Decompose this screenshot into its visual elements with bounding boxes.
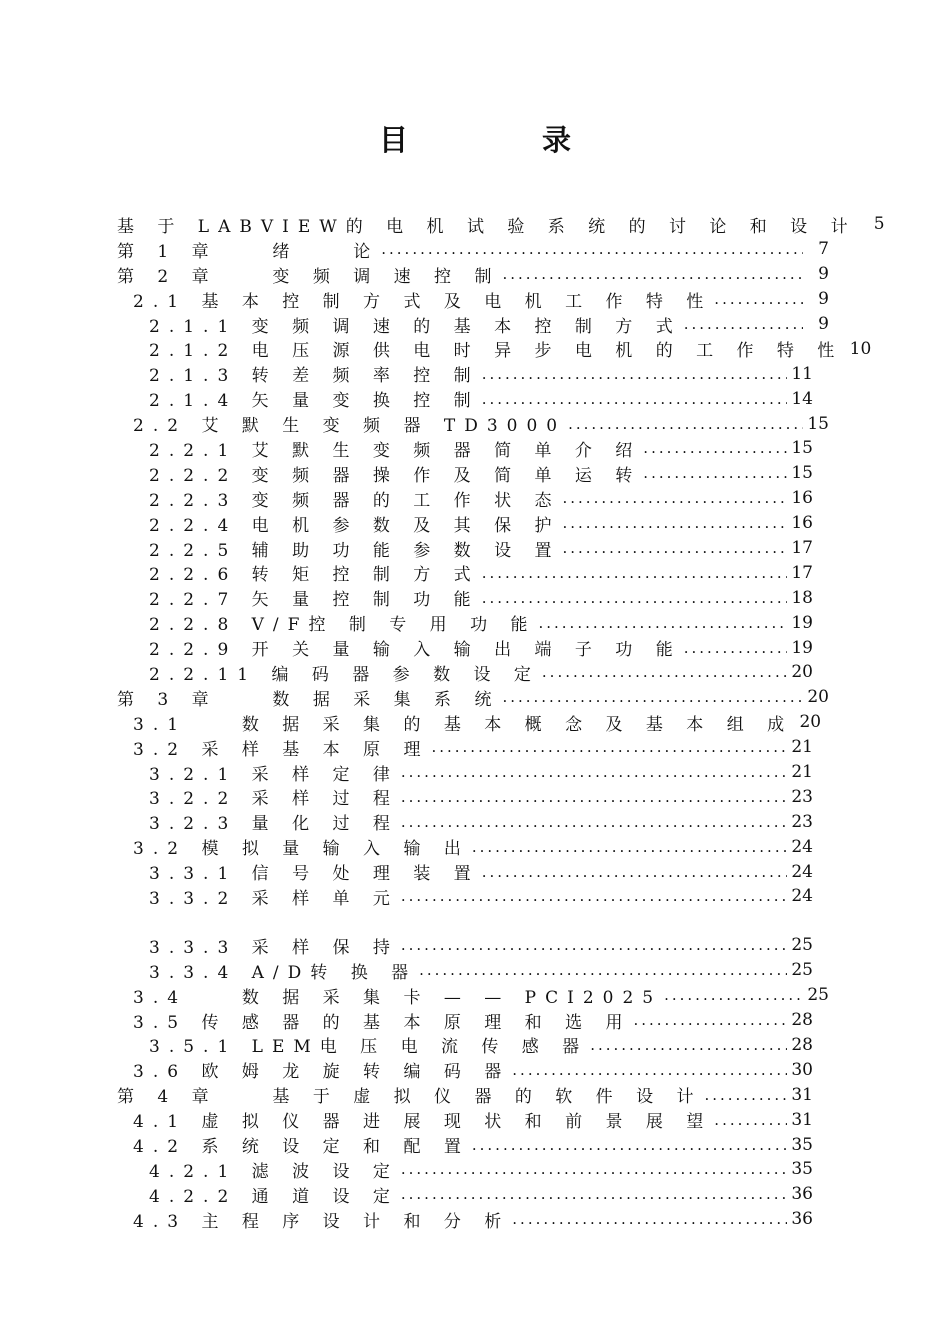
toc-entry-page: 21: [791, 762, 813, 783]
toc-entry-title: 2.1 基 本 控 制 方 式 及 电 机 工 作 特 性: [133, 291, 713, 312]
toc-dot-leader: [704, 1086, 787, 1104]
toc-entry[interactable]: [117, 834, 829, 859]
toc-entry-title: 3.2 采 样 基 本 原 理: [133, 739, 430, 760]
toc-entry[interactable]: [117, 486, 829, 511]
toc-entry-title: 第 2 章 变 频 调 速 控 制: [117, 266, 501, 287]
toc-entry-page: 5: [873, 214, 885, 235]
toc-dot-leader: [684, 315, 803, 333]
toc-entry[interactable]: [117, 436, 829, 461]
toc-entry-page: 31: [791, 1109, 813, 1130]
toc-entry-page: 16: [791, 488, 813, 509]
toc-entry[interactable]: [117, 710, 829, 735]
toc-entry[interactable]: [117, 1008, 829, 1033]
toc-entry[interactable]: [117, 262, 829, 287]
toc-entry[interactable]: [117, 461, 829, 486]
toc-entry[interactable]: [117, 809, 829, 834]
toc-entry-title: 2.2.1 艾 默 生 变 频 器 简 单 介 绍: [149, 440, 642, 461]
toc-entry-page: 24: [791, 861, 813, 882]
toc-entry-title: 基 于 LABVIEW的 电 机 试 验 系 统 的 讨 论 和 设 计: [117, 216, 857, 237]
toc-entry-title: 2.2.9 开 关 量 输 入 输 出 端 子 功 能: [149, 640, 682, 661]
toc-entry-title: 第 4 章 基 于 虚 拟 仪 器 的 软 件 设 计: [117, 1087, 703, 1108]
toc-entry[interactable]: [117, 336, 872, 362]
toc-dot-leader: [643, 464, 787, 482]
toc-entry-page: 30: [791, 1059, 813, 1080]
toc-entry-page: 18: [791, 587, 813, 608]
toc-entry-title: 3.3.2 采 样 单 元: [149, 889, 399, 909]
toc-entry-title: 2.1.3 转 差 频 率 控 制: [149, 366, 480, 387]
toc-entry-page: 35: [791, 1134, 813, 1155]
toc-entry-page: 17: [791, 562, 813, 583]
toc-dot-leader: [714, 1111, 787, 1129]
toc-entry-title: 3.2.3 量 化 过 程: [149, 814, 399, 835]
toc-entry-page: 21: [791, 737, 813, 758]
toc-entry-page: 36: [791, 1184, 813, 1205]
toc-entry-title: 3.5 传 感 器 的 基 本 原 理 和 选 用: [133, 1012, 632, 1033]
toc-entry-page: 28: [791, 1010, 813, 1031]
toc-entry-title: 3.2.2 采 样 过 程: [149, 789, 399, 810]
toc-entry[interactable]: [117, 536, 829, 561]
toc-entry-title: 3.2 模 拟 量 输 入 输 出: [133, 839, 470, 860]
toc-dot-leader: [419, 961, 787, 979]
toc-entry-title: 3.3.3 采 样 保 持: [149, 937, 399, 958]
toc-entry[interactable]: [117, 760, 829, 785]
toc-entry[interactable]: [117, 287, 829, 312]
toc-entry[interactable]: [117, 361, 829, 386]
toc-entry[interactable]: [117, 1082, 829, 1107]
toc-dot-leader: [482, 863, 787, 881]
toc-entry-page: 19: [791, 612, 813, 633]
toc-entry-title: 2.2.2 变 频 器 操 作 及 简 单 运 转: [149, 465, 642, 486]
toc-entry-page: 20: [799, 712, 822, 733]
toc-entry-page: 25: [791, 960, 813, 981]
toc-entry-page: 15: [807, 413, 829, 434]
toc-dot-leader: [538, 614, 787, 632]
toc-entry-page: 23: [791, 786, 813, 807]
toc-entry-page: 31: [791, 1084, 813, 1105]
toc-entry[interactable]: [117, 386, 829, 411]
toc-entry-title: 2.2.6 转 矩 控 制 方 式: [149, 565, 480, 586]
toc-entry-title: 2.2.5 辅 助 功 能 参 数 设 置: [149, 540, 561, 561]
toc-entry-title: 2.2 艾 默 生 变 频 器 TD3000: [133, 416, 567, 437]
toc-entry-title: 4.2.1 滤 波 设 定: [149, 1161, 399, 1182]
toc-entry[interactable]: [117, 1182, 829, 1207]
toc-dot-leader: [502, 688, 803, 706]
toc-entry-page: 24: [791, 886, 813, 907]
toc-entry[interactable]: [117, 237, 829, 262]
toc-entry-title: 3.3.1 信 号 处 理 装 置: [149, 864, 480, 885]
toc-dot-leader: [542, 663, 787, 681]
toc-entry-title: 4.2.2 通 道 设 定: [149, 1186, 399, 1207]
toc-entry-title: 2.2.11 编 码 器 参 数 设 定: [149, 664, 540, 685]
toc-entry-title: 3.3.4 A/D转 换 器: [149, 962, 418, 983]
toc-entry-title: 2.1.2 电 压 源 供 电 时 异 步 电 机 的 工 作 特 性: [149, 341, 844, 362]
toc-dot-leader: [401, 813, 787, 831]
table-of-contents: [117, 212, 885, 1232]
toc-entry-page: 24: [791, 836, 813, 857]
toc-entry-page: 14: [791, 388, 813, 409]
toc-entry[interactable]: [117, 411, 829, 436]
toc-dot-leader: [563, 514, 788, 532]
toc-entry-page: 28: [791, 1034, 813, 1055]
toc-entry[interactable]: [117, 312, 829, 337]
toc-entry-page: 19: [791, 637, 813, 658]
toc-dot-leader: [590, 1036, 787, 1054]
toc-entry-page: 36: [791, 1209, 813, 1230]
toc-dot-leader: [401, 763, 787, 781]
toc-entry[interactable]: [117, 1057, 829, 1082]
toc-entry[interactable]: [117, 1207, 829, 1232]
toc-entry-title: 第 3 章 数 据 采 集 系 统: [117, 689, 501, 710]
toc-dot-leader: [568, 415, 803, 433]
toc-entry[interactable]: [117, 1033, 829, 1058]
toc-entry-page: 9: [818, 314, 829, 334]
toc-dot-leader: [643, 439, 787, 457]
toc-entry-title: 3.5.1 LEM电 压 电 流 传 感 器: [149, 1037, 589, 1058]
toc-entry-title: 4.1 虚 拟 仪 器 进 展 现 状 和 前 景 展 望: [133, 1112, 713, 1133]
toc-entry-title: 2.2.3 变 频 器 的 工 作 状 态: [149, 490, 561, 511]
toc-entry[interactable]: [117, 560, 829, 585]
toc-entry-page: 25: [807, 985, 829, 1006]
toc-entry-page: 20: [807, 687, 829, 708]
toc-entry-title: 第 1 章 绪 论: [117, 241, 380, 262]
toc-dot-leader: [714, 290, 803, 308]
toc-dot-leader: [482, 564, 787, 582]
toc-entry[interactable]: [117, 660, 829, 685]
toc-dot-leader: [401, 1185, 787, 1203]
toc-entry-title: 3.4 数 据 采 集 卡 — — PCI2025: [133, 987, 663, 1008]
toc-entry-title: 3.2.1 采 样 定 律: [149, 764, 399, 785]
toc-entry[interactable]: [117, 585, 829, 610]
toc-entry[interactable]: [117, 610, 829, 635]
toc-entry-title: 4.3 主 程 序 设 计 和 分 析: [133, 1211, 511, 1232]
toc-entry-title: 3.1 数 据 采 集 的 基 本 概 念 及 基 本 组 成: [133, 714, 794, 735]
toc-entry-title: 4.2 系 统 设 定 和 配 置: [133, 1137, 470, 1158]
toc-dot-leader: [472, 838, 787, 856]
toc-dot-leader: [633, 1011, 787, 1029]
toc-entry-page: 9: [818, 289, 829, 310]
toc-entry-page: 23: [791, 811, 813, 832]
toc-entry[interactable]: [117, 1157, 829, 1182]
toc-entry[interactable]: [117, 735, 829, 760]
toc-entry-page: 16: [791, 513, 813, 534]
toc-entry[interactable]: [117, 884, 829, 909]
toc-dot-leader: [563, 489, 788, 507]
toc-entry[interactable]: [117, 685, 829, 710]
toc-entry-title: 2.2.8 V/F控 制 专 用 功 能: [149, 615, 537, 636]
toc-entry[interactable]: [117, 635, 829, 660]
toc-dot-leader: [482, 365, 787, 383]
toc-entry-title: 2.2.4 电 机 参 数 及 其 保 护: [149, 515, 561, 536]
toc-dot-leader: [512, 1061, 787, 1079]
toc-entry-page: 11: [791, 363, 813, 384]
toc-dot-leader: [512, 1210, 787, 1228]
toc-entry-page: 25: [791, 935, 813, 956]
toc-entry-page: 20: [791, 662, 813, 683]
toc-dot-leader: [381, 240, 803, 258]
toc-entry[interactable]: [117, 1107, 829, 1132]
toc-dot-leader: [482, 589, 787, 607]
toc-entry-page: 9: [818, 264, 829, 285]
toc-entry-page: 35: [791, 1159, 813, 1180]
toc-dot-leader: [401, 936, 787, 954]
toc-entry-page: 10: [849, 338, 872, 359]
toc-entry[interactable]: [117, 983, 829, 1008]
toc-entry-page: 15: [791, 463, 813, 484]
toc-dot-leader: [563, 539, 788, 557]
toc-dot-leader: [684, 639, 787, 657]
toc-entry-title: 2.1.1 变 频 调 速 的 基 本 控 制 方 式: [149, 316, 682, 337]
toc-dot-leader: [401, 887, 787, 905]
toc-dot-leader: [401, 788, 787, 806]
page-title: 目 录: [378, 123, 634, 157]
toc-dot-leader: [482, 390, 787, 408]
toc-entry[interactable]: [117, 212, 885, 237]
toc-entry-title: 2.2.7 矢 量 控 制 功 能: [149, 590, 480, 611]
toc-entry-page: 15: [791, 438, 813, 459]
toc-entry[interactable]: [117, 511, 829, 536]
toc-entry-page: 17: [791, 538, 813, 559]
toc-entry-page: 7: [818, 239, 829, 260]
toc-entry[interactable]: [117, 1132, 829, 1157]
toc-dot-leader: [431, 738, 787, 756]
toc-entry[interactable]: [117, 933, 829, 958]
toc-dot-leader: [401, 1160, 787, 1178]
toc-entry[interactable]: [117, 958, 829, 983]
toc-entry[interactable]: [117, 859, 829, 884]
toc-dot-leader: [502, 265, 803, 283]
toc-dot-leader: [664, 986, 803, 1004]
toc-entry-title: 2.1.4 矢 量 变 换 控 制: [149, 391, 480, 412]
toc-entry[interactable]: [117, 784, 829, 809]
toc-dot-leader: [472, 1136, 787, 1154]
toc-entry-title: 3.6 欧 姆 龙 旋 转 编 码 器: [133, 1062, 511, 1083]
